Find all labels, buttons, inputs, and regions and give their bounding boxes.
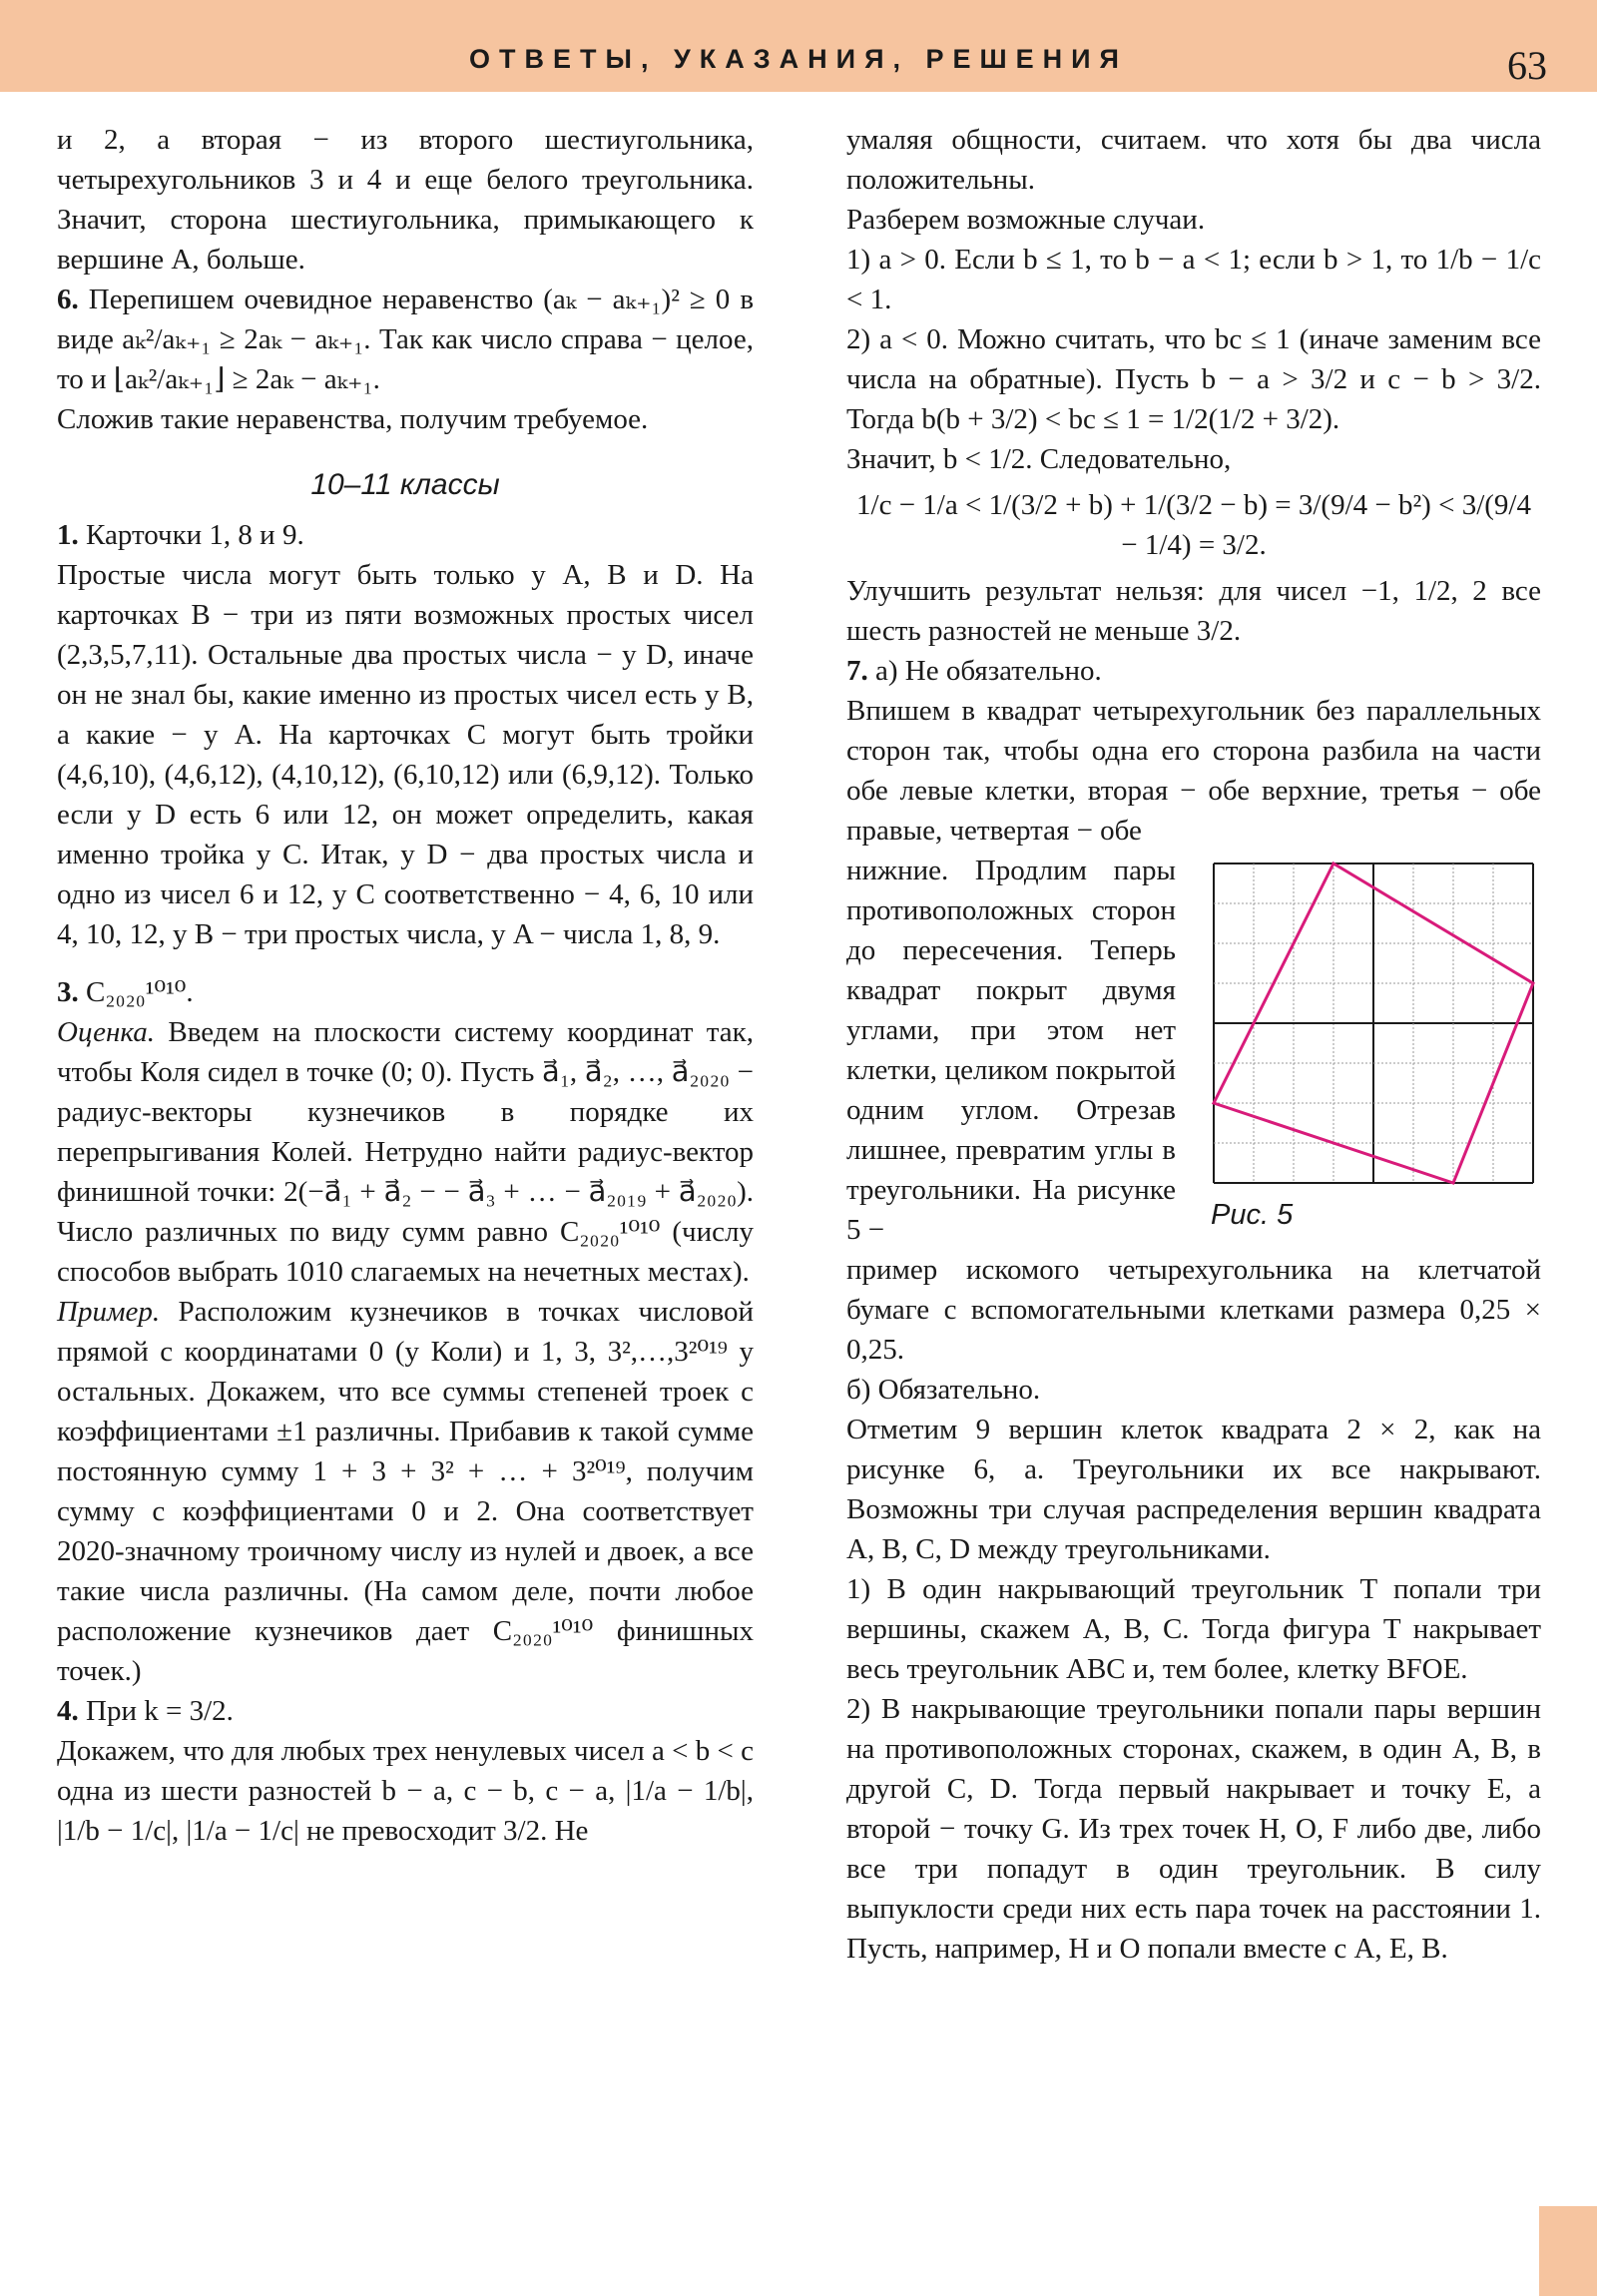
example-label: Пример. [57,1296,161,1328]
estimate-label: Оценка. [57,1016,156,1048]
answer-4-title: При k = 3/2. [86,1695,234,1727]
answer-3-head [57,972,754,1012]
answer-6-conclusion: Сложив такие неравенства, получим требуемое. [57,403,649,435]
inequality-formula: 1/c − 1/a < 1/(3/2 + b) + 1/(3/2 − b) = 3/(9/4 − b²) < 3/(9/4 − 1/4) = 3/2. [856,489,1531,561]
answer-1-body: Простые числа могут быть только у A, B и D. На карточках B − три из пяти возможных простых чисел (2,3,5,7,11). Остальные два простых числа − у D, иначе он не знал бы, какие именно из простых чисел есть у B, а какие − у A. На карточках C могут быть тройки (4,6,10), (4,6,12), (4,10,12), (6,10,12) или (6,9,12). Только если у D есть 6 или 12, он может определить, какая именно тройка у C. Итак, у D − два простых числа и одно из чисел 6 и 12, у C соответственно − 4, 6, 10 или 4, 10, 12, у B − три простых числа, у A − числа 1, 8, 9. [57,559,754,950]
answer-1-number: 1. [57,519,79,551]
page-corner-tab [1539,2206,1597,2296]
figure-5 [1211,861,1536,1186]
left-column [57,120,754,1851]
case-2: 2) a < 0. Можно считать, что bc ≤ 1 (иначе заменим все числа на обратные). Пусть b − a > 3/2 и c − b > 3/2. Тогда b(b + 3/2) < bc ≤ 1 = 1/2(1/2 + 3/2). [846,323,1541,435]
answer-6-text: Перепишем очевидное неравенство (aₖ − aₖ₊₁)² ≥ 0 в виде aₖ²/aₖ₊₁ ≥ 2aₖ − aₖ₊₁. Так как число справа − целое, то и ⌊aₖ²/aₖ₊₁⌋ ≥ 2aₖ − aₖ₊₁. [57,284,755,395]
case-1: 1) a > 0. Если b ≤ 1, то b − a < 1; если b > 1, то 1/b − 1/c < 1. [846,244,1541,315]
answer-3-estimate [57,1012,754,1292]
answer-3-number: 3. [57,976,79,1008]
figure-block [846,851,1541,1250]
page-number: 63 [1507,43,1547,88]
answer-4-body: Докажем, что для любых трех ненулевых чисел a < b < c одна из шести разностей b − a, c − b, c − a, |1/a − 1/b|, |1/b − 1/c|, |1/a − 1/c| не превосходит 3/2. Не [57,1735,754,1847]
answer-1-head [57,515,754,555]
estimate-text: Введем на плоскости систему координат так, чтобы Коля сидел в точке (0; 0). Пусть a⃗₁, a⃗₂, …, a⃗₂₀₂₀ − радиус-векторы кузнечиков в порядке их перепрыгивания Колей. Нетрудно найти радиус-вектор финишной точки: 2(−a⃗₁ + a⃗₂ − − a⃗₃ + … − a⃗₂₀₁₉ + a⃗₂₀₂₀). Число различных по виду сумм равно C₂₀₂₀¹⁰¹⁰ (числу способов выбрать 1010 слагаемых на нечетных местах). [57,1016,755,1288]
figure-side-text: нижние. Продлим пары противоположных сторон до пересечения. Теперь квадрат покрыт двумя углами, при этом нет клетки, целиком покрытой одним углом. Отрезав лишнее, превратим углы в треугольники. На рисунке 5 − [846,855,1176,1246]
page-header [0,0,1597,92]
figure-caption: Рис. 5 [1211,1199,1294,1231]
answer-7-paragraph-5: 2) В накрывающие треугольники попали пары вершин на противоположных сторонах, скажем, в один A, B, в другой C, D. Тогда первый накрывает и точку E, а второй − точку G. Из трех точек H, O, F либо две, либо все три попадут в один треугольник. В силу выпуклости среди них есть пара точек на расстоянии 1. Пусть, например, H и O попали вместе с A, E, B. [846,1693,1541,1965]
answer-7-paragraph-1: Впишем в квадрат четырехугольник без параллельных сторон так, чтобы одна его сторона разбила на части обе левые клетки, вторая − обе верхние, третья − обе правые, четвертая − обе [846,695,1541,847]
answer-7-part-b: б) Обязательно. [846,1374,1041,1406]
answer-1-title: Карточки 1, 8 и 9. [86,519,304,551]
answer-7-title: а) Не обязательно. [875,655,1102,687]
answer-7-paragraph-4: 1) В один накрывающий треугольник T попали три вершины, скажем A, B, C. Тогда фигура T накрывает весь треугольник ABC и, тем более, клетку BFOE. [846,1573,1541,1685]
answer-6 [57,280,754,399]
section-heading: 10–11 классы [310,468,500,501]
answer-7-paragraph-3: Отметим 9 вершин клеток квадрата 2 × 2, как на рисунке 6, а. Треугольники их все накрывают. Возможны три случая распределения вершин квадрата A, B, C, D между треугольниками. [846,1414,1541,1565]
answer-4-number: 4. [57,1695,79,1727]
answer-3-example [57,1292,754,1691]
answer-7-head [846,651,1541,691]
answer-3-title: C₂₀₂₀¹⁰¹⁰. [86,976,194,1008]
right-paragraph-5: Значит, b < 1/2. Следовательно, [846,443,1232,475]
answer-7-paragraph-2: пример искомого четырехугольника на клетчатой бумаге с вспомогательными клетками размера 0,25 × 0,25. [846,1254,1541,1366]
right-paragraph-6: Улучшить результат нельзя: для чисел −1, 1/2, 2 все шесть разностей не меньше 3/2. [846,575,1541,647]
example-text: Расположим кузнечиков в точках числовой прямой с координатами 0 (у Коли) и 1, 3, 3²,…,3²⁰¹⁹ у остальных. Докажем, что все суммы степеней троек с коэффициентами ±1 различны. Прибавив к такой сумме постоянную сумму 1 + 3 + 3² + … + 3²⁰¹⁹, получим сумму с коэффициентами 0 и 2. Она соответствует 2020-значному троичному числу из нулей и двоек, а все такие числа различны. (На самом деле, почти любое расположение кузнечиков дает C₂₀₂₀¹⁰¹⁰ финишных точек.) [57,1296,755,1687]
header-title: ОТВЕТЫ, УКАЗАНИЯ, РЕШЕНИЯ [469,44,1128,74]
right-paragraph-2: Разберем возможные случаи. [846,204,1206,236]
right-column [846,120,1541,1969]
answer-6-number: 6. [57,284,79,315]
answer-5-continuation: и 2, а вторая − из второго шестиугольника, четырехугольников 3 и 4 и еще белого треугольника. Значит, сторона шестиугольника, примыкающего к вершине A, больше. [57,124,754,276]
right-paragraph-1: умаляя общности, считаем. что хотя бы два числа положительны. [846,124,1541,196]
answer-7-number: 7. [846,655,868,687]
answer-4-head [57,1691,754,1731]
